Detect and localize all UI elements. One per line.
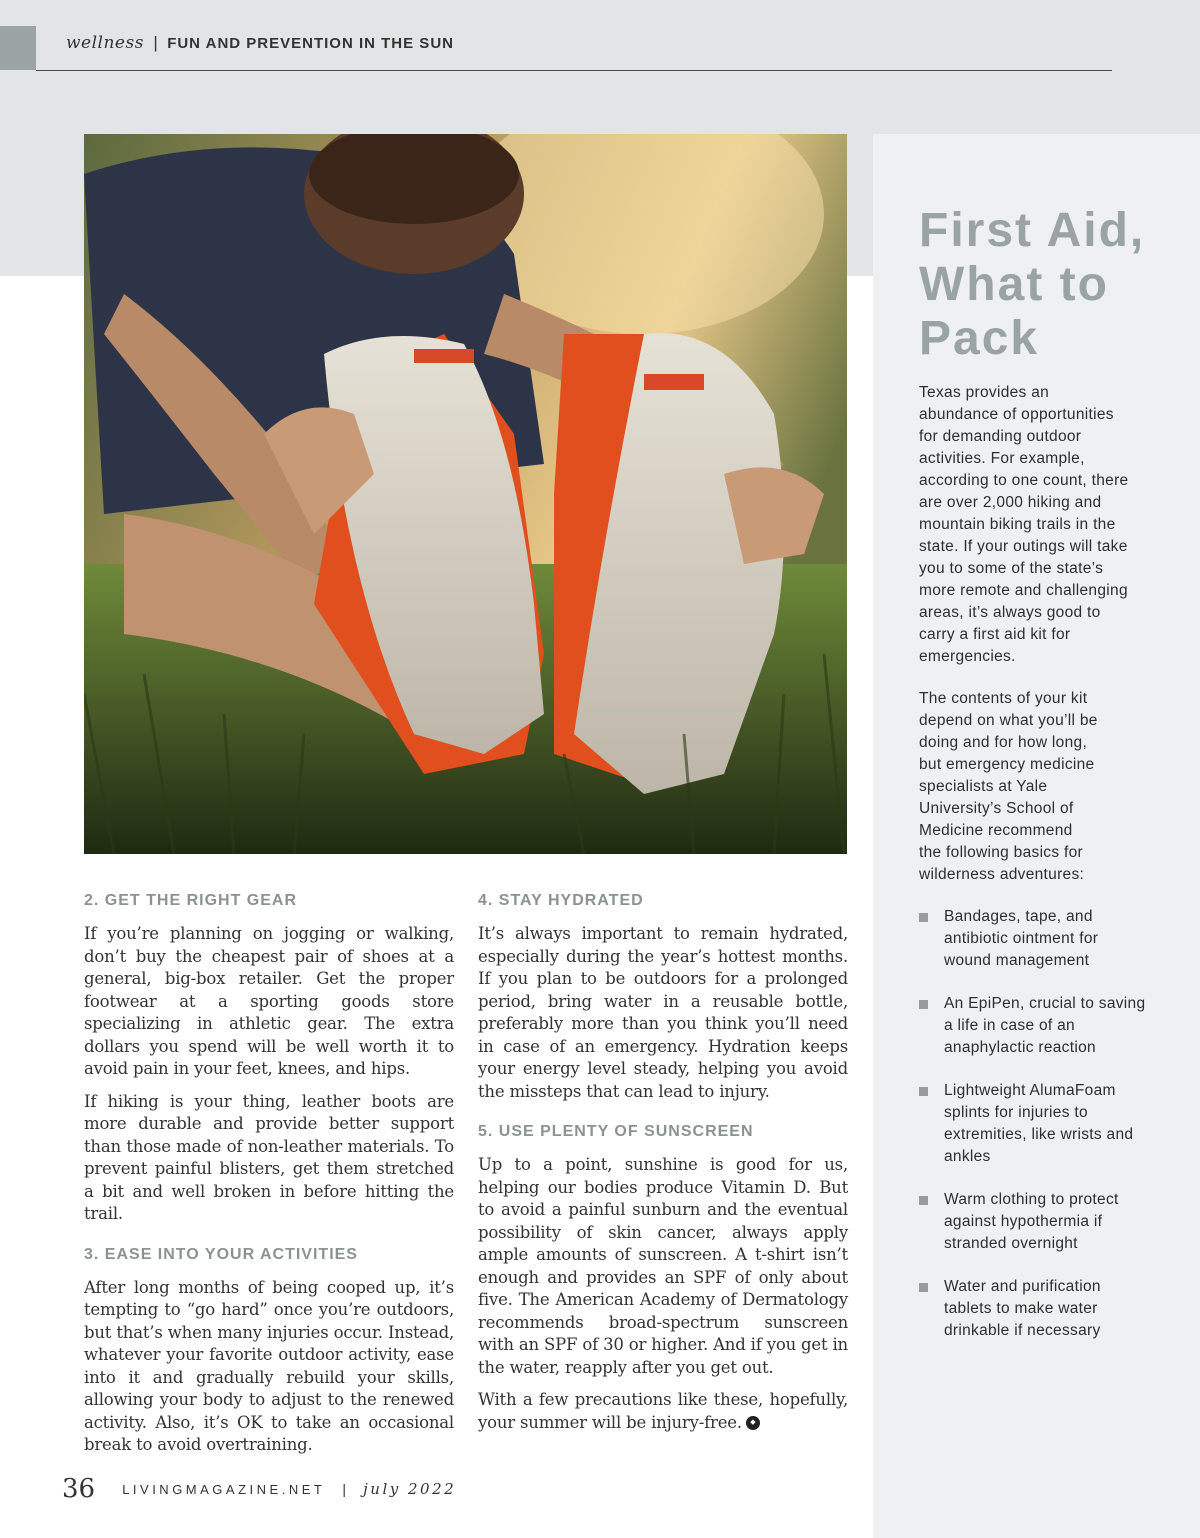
square-bullet-icon [919,913,928,922]
running-header [66,33,454,53]
corner-accent [0,26,36,70]
header-separator: | [153,33,158,52]
body-paragraph: If hiking is your thing, leather boots are more durable and provide better support than those made of non-leather materials. To prevent painful blisters, get them stretched a bit and well broken in before hitting the trail. [84,1091,454,1223]
end-of-article-icon: ◆ [746,1416,760,1430]
section-heading: 3. EASE INTO YOUR ACTIVITIES [84,1245,358,1263]
footer-site: LIVINGMAGAZINE.NET [122,1481,326,1497]
header-section: wellness [66,33,144,53]
section-heading: 4. STAY HYDRATED [478,892,644,909]
kit-item-text: Water and purification tablets to make water drinkable if necessary [944,1278,1101,1339]
kit-list [919,906,1149,1363]
footer-date: july 2022 [363,1480,457,1498]
list-item [919,1189,1149,1255]
list-item [919,906,1149,972]
sidebar-intro: Texas provides an abundance of opportunities for demanding outdoor activities. For example, according to one count, there are over 2,000 hiking and mountain biking trails in the state. If your outings will take you to some of the state’s more remote and challenging areas, it’s always good to carry a first aid kit for emergencies. [919,384,1129,665]
body-paragraph: After long months of being cooped up, it’s tempting to “go hard” once you’re outdoors, but that’s when many injuries occur. Instead, whatever your favorite outdoor activity, ease into it and gradually rebuild your skills, allowing your body to adjust to the renewed activity. Also, it’s OK to take an occasional break to avoid overtraining. [84,1277,454,1454]
body-paragraph: If you’re planning on jogging or walking, don’t buy the cheapest pair of shoes at a general, big-box retailer. Get the proper footwear at a sporting goods store specializing in athletic gear. The extra dollars you spend will be well worth it to avoid pain in your feet, knees, and hips. [84,924,454,1078]
square-bullet-icon [919,1283,928,1292]
page-number: 36 [62,1474,96,1504]
footer-separator: | [342,1481,347,1497]
page-footer [62,1474,456,1504]
square-bullet-icon [919,1196,928,1205]
body-paragraph: Up to a point, sunshine is good for us, helping our bodies produce Vitamin D. But to avoid a painful sunburn and the eventual possibility of skin cancer, always apply ample amounts of sunscreen. A t-shirt isn’t enough and provides an SPF of only about five. The American Academy of Dermatology recommends broad-spectrum sunscreen with an SPF of 30 or higher. And if you get in the water, reapply after you get out. [478,1155,848,1377]
square-bullet-icon [919,1087,928,1096]
sidebar-first-aid [873,134,1200,1538]
sidebar-title: First Aid, What to Pack [919,204,1146,365]
kit-item-text: Warm clothing to protect against hypothermia if stranded overnight [944,1191,1119,1252]
kit-item-text: Bandages, tape, and antibiotic ointment for wound management [944,908,1099,969]
section-heading: 5. USE PLENTY OF SUNSCREEN [478,1123,754,1140]
square-bullet-icon [919,1000,928,1009]
body-paragraph: It’s always important to remain hydrated, especially during the year’s hottest months. If you plan to be outdoors for a prolonged period, bring water in a reusable bottle, preferably more than you think you’ll need in case of an emergency. Hydration keeps your energy level steady, helping you avoid the missteps that can lead to injury. [478,924,848,1101]
header-rule [36,70,1112,71]
list-item [919,1276,1149,1342]
header-title: FUN AND PREVENTION IN THE SUN [167,35,454,52]
list-item [919,1080,1149,1168]
article-column-right [478,892,848,1444]
hero-photo-stretching-runner [84,134,847,854]
closing-paragraph [478,1389,848,1434]
section-heading: 2. GET THE RIGHT GEAR [84,892,298,909]
hero-illustration [84,134,847,854]
kit-item-text: An EpiPen, crucial to saving a life in case of an anaphylactic reaction [944,995,1146,1056]
kit-item-text: Lightweight AlumaFoam splints for injuries to extremities, like wrists and ankles [944,1082,1134,1165]
closing-text: With a few precautions like these, hopefully, your summer will be injury-free. [478,1390,848,1432]
sidebar-lead: The contents of your kit depend on what you’ll be doing and for how long, but emergency medicine specialists at Yale University’s School of Medicine recommend the following basics for wilderness adventures: [919,690,1098,883]
article-column-left [84,892,454,1467]
list-item [919,993,1149,1059]
